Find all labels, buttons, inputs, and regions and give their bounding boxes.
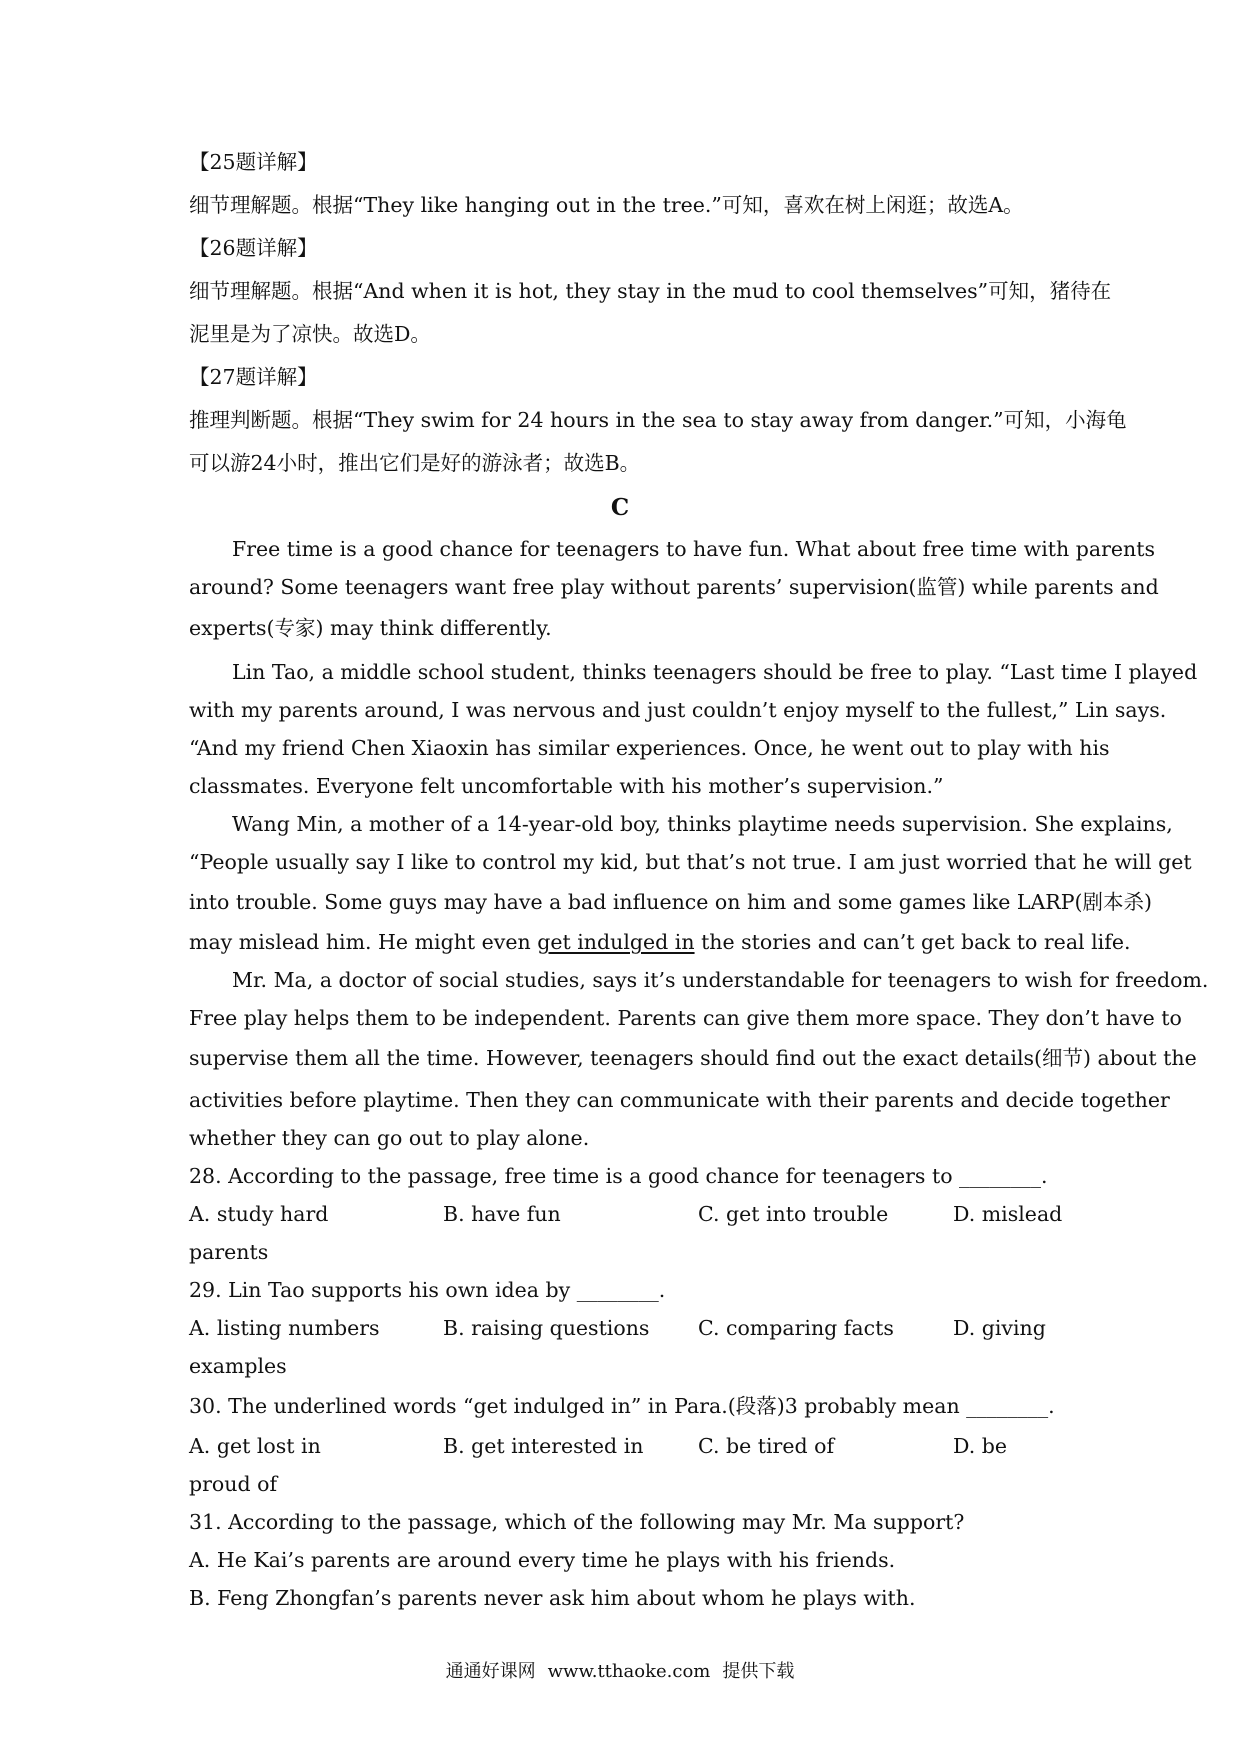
explanation-text-25: 细节理解题。根据“They like hanging out in the tree.”可知，喜欢在树上闲逛；故选A。 [189, 193, 1024, 217]
question-30-option-a: A. get lost in [189, 1434, 321, 1458]
passage-p2-line4: classmates. Everyone felt uncomfortable with his mother’s supervision.” [189, 774, 944, 798]
question-30-option-d: D. be [953, 1434, 1007, 1458]
passage-p4-line3: supervise them all the time. However, teenagers should find out the exact details(细节) about the [189, 1046, 1197, 1070]
question-30-option-d-wrap: proud of [189, 1472, 278, 1496]
explanation-heading-27: 【27题详解】 [189, 365, 318, 389]
passage-p1-line1: Free time is a good chance for teenagers to have fun. What about free time with parents [232, 537, 1155, 561]
question-28-option-d-wrap: parents [189, 1240, 269, 1264]
underlined-phrase: get indulged in [537, 930, 695, 954]
question-31-stem: 31. According to the passage, which of the following may Mr. Ma support? [189, 1510, 965, 1534]
question-29-option-d-wrap: examples [189, 1354, 287, 1378]
passage-p4-line4: activities before playtime. Then they can communicate with their parents and decide together [189, 1088, 1170, 1112]
question-31-option-a: A. He Kai’s parents are around every time he plays with his friends. [189, 1548, 896, 1572]
question-29-stem: 29. Lin Tao supports his own idea by ________. [189, 1278, 666, 1302]
explanation-text-26-line1: 细节理解题。根据“And when it is hot, they stay in the mud to cool themselves”可知，猪待在 [189, 279, 1112, 303]
explanation-heading-26: 【26题详解】 [189, 236, 318, 260]
page-footer [0, 1663, 1240, 1681]
footer-url: www.tthaoke.com [547, 1661, 711, 1682]
passage-p2-line1: Lin Tao, a middle school student, thinks teenagers should be free to play. “Last time I played [232, 660, 1198, 684]
footer-note: 提供下载 [722, 1661, 795, 1682]
question-28-option-a: A. study hard [189, 1202, 329, 1226]
question-29-option-c: C. comparing facts [698, 1316, 894, 1340]
question-29-option-b: B. raising questions [443, 1316, 650, 1340]
passage-p2-line2: with my parents around, I was nervous and just couldn’t enjoy myself to the fullest,” Lin says. [189, 698, 1167, 722]
passage-p3-line4-after: the stories and can’t get back to real life. [694, 930, 1131, 954]
passage-p1-line2: around? Some teenagers want free play without parents’ supervision(监管) while parents and [189, 575, 1159, 599]
question-28-option-d: D. mislead [953, 1202, 1063, 1226]
passage-p4-line5: whether they can go out to play alone. [189, 1126, 590, 1150]
question-31-option-b: B. Feng Zhongfan’s parents never ask him about whom he plays with. [189, 1586, 916, 1610]
passage-p3-line2: “People usually say I like to control my kid, but that’s not true. I am just worried that he will get [189, 850, 1192, 874]
passage-p4-line2: Free play helps them to be independent. Parents can give them more space. They don’t have to [189, 1006, 1182, 1030]
question-30-option-b: B. get interested in [443, 1434, 644, 1458]
question-28-option-b: B. have fun [443, 1202, 561, 1226]
passage-p3-line4 [189, 932, 1130, 953]
section-title: C [610, 494, 630, 521]
explanation-text-27-line2: 可以游24小时，推出它们是好的游泳者；故选B。 [189, 451, 641, 475]
question-28-option-c: C. get into trouble [698, 1202, 889, 1226]
passage-p3-line4-before: may mislead him. He might even [189, 930, 538, 954]
passage-p4-line1: Mr. Ma, a doctor of social studies, says it’s understandable for teenagers to wish for freedom. [232, 968, 1209, 992]
explanation-text-26-line2: 泥里是为了凉快。故选D。 [189, 322, 431, 346]
explanation-heading-25: 【25题详解】 [189, 150, 318, 174]
footer-site-name: 通通好课网 [445, 1661, 536, 1682]
question-30-option-c: C. be tired of [698, 1434, 835, 1458]
passage-p3-line3: into trouble. Some guys may have a bad influence on him and some games like LARP(剧本杀) [189, 890, 1152, 914]
passage-p2-line3: “And my friend Chen Xiaoxin has similar experiences. Once, he went out to play with his [189, 736, 1110, 760]
question-29-option-a: A. listing numbers [189, 1316, 380, 1340]
explanation-text-27-line1: 推理判断题。根据“They swim for 24 hours in the sea to stay away from danger.”可知，小海龟 [189, 408, 1127, 432]
question-30-stem: 30. The underlined words “get indulged in” in Para.(段落)3 probably mean ________. [189, 1394, 1055, 1418]
passage-p3-line1: Wang Min, a mother of a 14-year-old boy, thinks playtime needs supervision. She explains, [232, 812, 1173, 836]
question-28-stem: 28. According to the passage, free time is a good chance for teenagers to ________. [189, 1164, 1048, 1188]
question-29-option-d: D. giving [953, 1316, 1046, 1340]
passage-p1-line3: experts(专家) may think differently. [189, 616, 552, 640]
